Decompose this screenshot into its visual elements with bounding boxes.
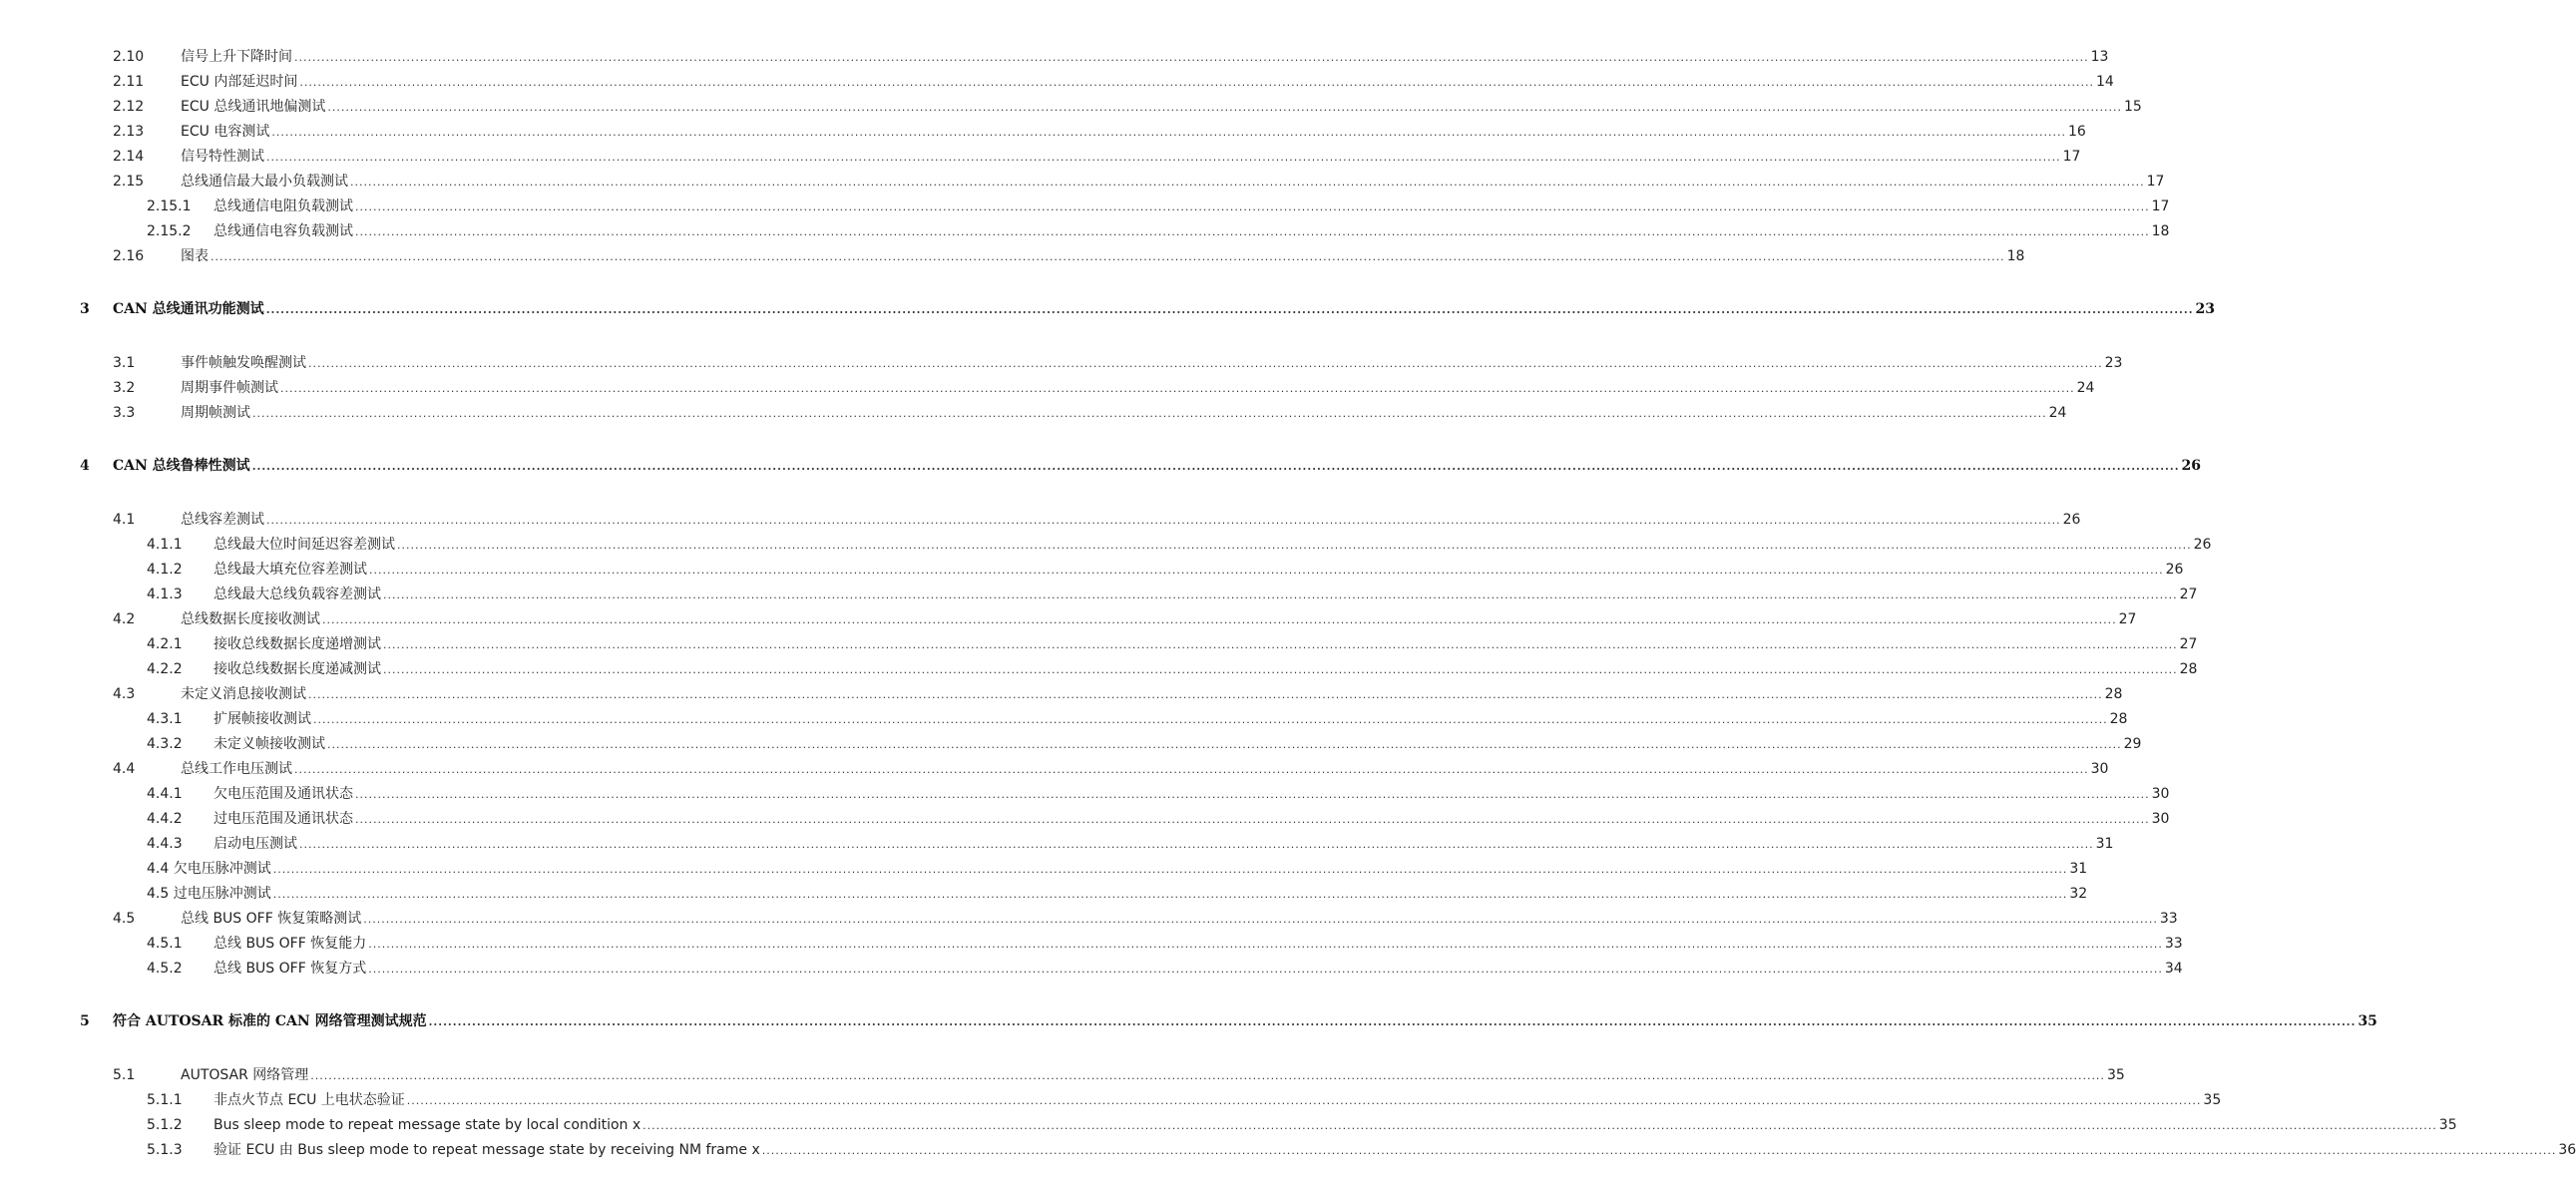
dot-leader: ................................................................................................................................................................................................................................................................................................................................................................................................................	[369, 564, 2164, 577]
toc-entry-page-number: 31	[2069, 861, 2088, 877]
dot-leader: ................................................................................................................................................................................................................................................................................................................................................................................................................	[266, 151, 2061, 164]
dot-leader: ................................................................................................................................................................................................................................................................................................................................................................................................................	[363, 913, 2158, 926]
toc-entry-number: 3.1	[113, 355, 136, 371]
toc-entry-line	[113, 1009, 2377, 1034]
toc-entry-line	[214, 1113, 2457, 1138]
toc-entry-title: 信号特性测试	[181, 149, 264, 165]
toc-entry-line	[214, 657, 2198, 682]
toc-entry-line	[214, 558, 2184, 583]
toc-entry-number: 3	[80, 301, 90, 317]
toc-entry-number: 3.3	[113, 405, 136, 421]
toc-entry-title: 总线最大总线负载容差测试	[214, 587, 381, 602]
dot-leader: ................................................................................................................................................................................................................................................................................................................................................................................................................	[383, 638, 2178, 651]
toc-entry-line	[214, 1088, 2222, 1113]
toc-entry[interactable]	[0, 857, 2088, 881]
toc-entry-page-number: 17	[2151, 198, 2170, 214]
toc-entry[interactable]	[0, 632, 2198, 656]
toc-entry-number: 4.3.2	[147, 736, 183, 752]
toc-entry-number: 2.16	[113, 248, 145, 264]
toc-entry-page-number: 28	[2179, 661, 2198, 677]
toc-entry-page-number: 32	[2069, 886, 2088, 902]
toc-entry[interactable]	[0, 95, 2142, 119]
toc-entry-page-number: 35	[2438, 1117, 2457, 1133]
toc-entry-page-number: 26	[2181, 458, 2202, 474]
dot-leader: ................................................................................................................................................................................................................................................................................................................................................................................................................	[428, 1015, 2357, 1028]
toc-entry-page-number: 18	[2151, 223, 2170, 239]
toc-entry-title: Bus sleep mode to repeat message state by local condition x	[214, 1117, 642, 1133]
toc-entry[interactable]	[0, 244, 2025, 268]
toc-entry-title: ECU 总线通讯地偏测试	[181, 99, 326, 115]
toc-entry-title: 信号上升下降时间	[181, 49, 292, 65]
toc-entry-number: 4.2.1	[147, 636, 183, 652]
toc-entry-line	[214, 583, 2198, 607]
toc-entry-page-number: 24	[2048, 405, 2067, 421]
dot-leader: ................................................................................................................................................................................................................................................................................................................................................................................................................	[308, 357, 2103, 370]
dot-leader: ................................................................................................................................................................................................................................................................................................................................................................................................................	[294, 51, 2089, 64]
toc-entry[interactable]	[0, 1009, 2377, 1033]
dot-leader: ................................................................................................................................................................................................................................................................................................................................................................................................................	[280, 382, 2075, 395]
toc-entry-page-number: 30	[2090, 761, 2109, 777]
toc-entry[interactable]	[0, 45, 2109, 69]
toc-entry-number: 2.13	[113, 124, 145, 140]
toc-entry-number: 2.15.2	[147, 223, 192, 239]
toc-entry-number: 3.2	[113, 380, 136, 396]
toc-entry-page-number: 16	[2067, 124, 2086, 140]
dot-leader: ................................................................................................................................................................................................................................................................................................................................................................................................................	[355, 813, 2150, 826]
toc-entry-page-number: 28	[2104, 686, 2123, 702]
toc-entry-number: 5.1.1	[147, 1092, 183, 1108]
toc-entry-page-number: 17	[2062, 149, 2081, 165]
toc-entry[interactable]	[0, 832, 2114, 856]
toc-entry-line	[214, 632, 2198, 657]
toc-entry-title: 接收总线数据长度递增测试	[214, 636, 381, 652]
toc-entry-title: 非点火节点 ECU 上电状态验证	[214, 1092, 405, 1108]
toc-entry-line	[214, 957, 2183, 982]
dot-leader: ................................................................................................................................................................................................................................................................................................................................................................................................................	[251, 460, 2180, 473]
toc-entry-title: 事件帧触发唤醒测试	[181, 355, 306, 371]
dot-leader: ................................................................................................................................................................................................................................................................................................................................................................................................................	[211, 250, 2005, 263]
toc-entry[interactable]	[0, 558, 2184, 582]
dot-leader: ................................................................................................................................................................................................................................................................................................................................................................................................................	[308, 688, 2103, 701]
toc-entry-number: 2.14	[113, 149, 145, 165]
toc-entry-number: 5.1	[113, 1067, 136, 1083]
toc-entry-title: 图表	[181, 248, 209, 264]
toc-entry-title: 扩展帧接收测试	[214, 711, 311, 727]
toc-entry[interactable]	[0, 145, 2081, 169]
dot-leader: ................................................................................................................................................................................................................................................................................................................................................................................................................	[355, 788, 2150, 801]
toc-entry-page-number: 26	[2193, 537, 2212, 553]
toc-entry-title: 周期事件帧测试	[181, 380, 278, 396]
toc-entry-title: 4.4 欠电压脉冲测试	[147, 861, 271, 877]
toc-entry[interactable]	[0, 351, 2123, 375]
toc-entry-line	[214, 219, 2170, 244]
toc-entry[interactable]	[0, 583, 2198, 606]
toc-entry-number: 4.5	[113, 911, 136, 927]
toc-entry-title: 总线数据长度接收测试	[181, 611, 320, 627]
toc-entry-number: 5.1.2	[147, 1117, 183, 1133]
toc-entry-title: 总线通信电阻负载测试	[214, 198, 353, 214]
dot-leader: ................................................................................................................................................................................................................................................................................................................................................................................................................	[643, 1119, 2437, 1132]
toc-entry-line	[214, 732, 2142, 757]
toc-entry[interactable]	[0, 932, 2183, 956]
toc-entry-title: 总线工作电压测试	[181, 761, 292, 777]
toc-entry-line	[181, 351, 2123, 376]
dot-leader: ................................................................................................................................................................................................................................................................................................................................................................................................................	[266, 514, 2061, 527]
toc-entry[interactable]	[0, 882, 2088, 906]
toc-entry[interactable]	[0, 732, 2142, 756]
toc-entry[interactable]	[0, 782, 2170, 806]
toc-entry-number: 5	[80, 1013, 90, 1029]
toc-entry[interactable]	[0, 376, 2095, 400]
toc-entry-title: AUTOSAR 网络管理	[181, 1067, 309, 1083]
toc-entry[interactable]	[0, 707, 2128, 731]
dot-leader: ................................................................................................................................................................................................................................................................................................................................................................................................................	[761, 1144, 2557, 1157]
toc-entry-line	[214, 533, 2212, 558]
dot-leader: ................................................................................................................................................................................................................................................................................................................................................................................................................	[368, 938, 2163, 951]
dot-leader: ................................................................................................................................................................................................................................................................................................................................................................................................................	[383, 663, 2178, 676]
toc-entry-title: 总线最大位时间延迟容差测试	[214, 537, 395, 553]
toc-entry-number: 2.15.1	[147, 198, 192, 214]
toc-entry-line	[181, 376, 2095, 401]
toc-entry-page-number: 30	[2151, 786, 2170, 802]
dot-leader: ................................................................................................................................................................................................................................................................................................................................................................................................................	[383, 589, 2178, 601]
toc-entry[interactable]	[0, 219, 2170, 243]
toc-entry-number: 4.3	[113, 686, 136, 702]
toc-entry-title: 未定义消息接收测试	[181, 686, 306, 702]
toc-entry-number: 5.1.3	[147, 1142, 183, 1158]
toc-entry-page-number: 23	[2195, 301, 2216, 317]
toc-entry-line	[181, 682, 2123, 707]
dot-leader: ................................................................................................................................................................................................................................................................................................................................................................................................................	[406, 1094, 2202, 1107]
toc-entry-number: 4.5.2	[147, 961, 183, 977]
toc-entry[interactable]	[0, 607, 2137, 631]
toc-entry-page-number: 31	[2095, 836, 2114, 852]
toc-entry-title: CAN 总线通讯功能测试	[113, 301, 264, 317]
toc-entry-title: ECU 电容测试	[181, 124, 270, 140]
toc-entry-title: 总线通信电容负载测试	[214, 223, 353, 239]
toc-entry-line	[214, 832, 2114, 857]
toc-entry-line	[181, 145, 2081, 170]
toc-entry-line	[214, 195, 2170, 219]
toc-entry-page-number: 33	[2164, 936, 2183, 952]
toc-entry[interactable]	[0, 508, 2081, 532]
toc-entry[interactable]	[0, 657, 2198, 681]
toc-entry[interactable]	[0, 1088, 2222, 1112]
dot-leader: ................................................................................................................................................................................................................................................................................................................................................................................................................	[294, 763, 2089, 776]
toc-entry-number: 4.2.2	[147, 661, 183, 677]
toc-entry-title: ECU 内部延迟时间	[181, 74, 298, 90]
toc-entry-page-number: 27	[2118, 611, 2137, 627]
toc-entry-page-number: 24	[2076, 380, 2095, 396]
toc-entry-page-number: 26	[2062, 512, 2081, 528]
toc-entry-number: 4.4.2	[147, 811, 183, 827]
dot-leader: ................................................................................................................................................................................................................................................................................................................................................................................................................	[397, 539, 2192, 552]
toc-entry-page-number: 13	[2090, 49, 2109, 65]
toc-entry-line	[181, 95, 2142, 120]
toc-entry-line	[181, 401, 2067, 426]
toc-entry-number: 4	[80, 458, 90, 474]
toc-entry-title: 符合 AUTOSAR 标准的 CAN 网络管理测试规范	[113, 1013, 427, 1029]
toc-entry-line	[181, 757, 2109, 782]
toc-entry-title: CAN 总线鲁棒性测试	[113, 458, 250, 474]
dot-leader: ................................................................................................................................................................................................................................................................................................................................................................................................................	[350, 176, 2145, 189]
dot-leader: ................................................................................................................................................................................................................................................................................................................................................................................................................	[322, 613, 2117, 626]
toc-entry[interactable]	[0, 454, 2202, 478]
toc-entry-page-number: 28	[2109, 711, 2128, 727]
toc-entry[interactable]	[0, 757, 2109, 781]
toc-entry[interactable]	[0, 682, 2123, 706]
toc-entry-number: 4.1.2	[147, 562, 183, 578]
toc-entry[interactable]	[0, 70, 2114, 94]
toc-entry-line	[181, 70, 2114, 95]
toc-entry-title: 总线通信最大最小负载测试	[181, 174, 348, 190]
toc-entry-number: 4.4.1	[147, 786, 183, 802]
toc-entry[interactable]	[0, 297, 2216, 321]
toc-entry-number: 4.4.3	[147, 836, 183, 852]
toc-entry-line	[181, 45, 2109, 70]
toc-entry-line	[214, 707, 2128, 732]
toc-entry-line	[214, 932, 2183, 957]
toc-entry-number: 2.10	[113, 49, 145, 65]
dot-leader: ................................................................................................................................................................................................................................................................................................................................................................................................................	[272, 888, 2068, 901]
dot-leader: ................................................................................................................................................................................................................................................................................................................................................................................................................	[313, 713, 2108, 726]
toc-entry-title: 周期帧测试	[181, 405, 250, 421]
toc-entry-page-number: 23	[2104, 355, 2123, 371]
toc-entry-title: 总线最大填充位容差测试	[214, 562, 367, 578]
toc-entry-page-number: 34	[2164, 961, 2183, 977]
toc-entry-number: 4.1.3	[147, 587, 183, 602]
toc-entry-title: 启动电压测试	[214, 836, 297, 852]
toc-entry-page-number: 29	[2123, 736, 2142, 752]
toc-entry-line	[181, 170, 2165, 195]
dot-leader: ................................................................................................................................................................................................................................................................................................................................................................................................................	[355, 200, 2150, 213]
toc-entry-page-number: 35	[2106, 1067, 2125, 1083]
toc-entry-number: 2.15	[113, 174, 145, 190]
toc-entry[interactable]	[0, 195, 2170, 218]
dot-leader: ................................................................................................................................................................................................................................................................................................................................................................................................................	[327, 101, 2122, 114]
toc-entry[interactable]	[0, 170, 2165, 194]
toc-entry-number: 4.1.1	[147, 537, 183, 553]
toc-entry-title: 总线 BUS OFF 恢复方式	[214, 961, 367, 977]
dot-leader: ................................................................................................................................................................................................................................................................................................................................................................................................................	[310, 1069, 2105, 1082]
dot-leader: ................................................................................................................................................................................................................................................................................................................................................................................................................	[252, 407, 2047, 420]
dot-leader: ................................................................................................................................................................................................................................................................................................................................................................................................................	[299, 76, 2094, 89]
toc-entry[interactable]	[0, 957, 2183, 981]
toc-entry-page-number: 30	[2151, 811, 2170, 827]
toc-entry-title: 验证 ECU 由 Bus sleep mode to repeat message state by receiving NM frame x	[214, 1142, 760, 1158]
toc-entry-line	[214, 1138, 2576, 1163]
dot-leader: ................................................................................................................................................................................................................................................................................................................................................................................................................	[299, 838, 2094, 851]
toc-entry-line	[113, 297, 2216, 322]
toc-entry[interactable]	[0, 907, 2178, 931]
dot-leader: ................................................................................................................................................................................................................................................................................................................................................................................................................	[327, 738, 2122, 751]
toc-entry-title: 4.5 过电压脉冲测试	[147, 886, 271, 902]
toc-entry-line	[181, 508, 2081, 533]
toc-entry-number: 2.11	[113, 74, 145, 90]
toc-entry-page-number: 26	[2165, 562, 2184, 578]
toc-entry[interactable]	[0, 533, 2212, 557]
dot-leader: ................................................................................................................................................................................................................................................................................................................................................................................................................	[272, 863, 2068, 876]
toc-entry[interactable]	[0, 401, 2067, 425]
toc-entry-page-number: 14	[2095, 74, 2114, 90]
toc-entry-title: 总线 BUS OFF 恢复能力	[214, 936, 367, 952]
toc-entry-title: 未定义帧接收测试	[214, 736, 325, 752]
toc-entry-page-number: 15	[2123, 99, 2142, 115]
toc-entry-line	[113, 454, 2202, 479]
toc-entry[interactable]	[0, 1138, 2576, 1162]
toc-entry-title: 总线容差测试	[181, 512, 264, 528]
toc-entry-number: 4.2	[113, 611, 136, 627]
toc-entry-number: 4.5.1	[147, 936, 183, 952]
toc-entry-line	[181, 120, 2086, 145]
toc-entry-page-number: 27	[2179, 636, 2198, 652]
toc-entry-page-number: 17	[2146, 174, 2165, 190]
toc-entry-number: 2.12	[113, 99, 145, 115]
toc-entry-line	[214, 782, 2170, 807]
toc-entry-page-number: 33	[2159, 911, 2178, 927]
toc-entry-number: 4.4	[113, 761, 136, 777]
toc-entry-line	[147, 882, 2088, 907]
toc-entry-title: 过电压范围及通讯状态	[214, 811, 353, 827]
toc-entry-title: 总线 BUS OFF 恢复策略测试	[181, 911, 362, 927]
dot-leader: ................................................................................................................................................................................................................................................................................................................................................................................................................	[265, 303, 2194, 316]
dot-leader: ................................................................................................................................................................................................................................................................................................................................................................................................................	[271, 126, 2066, 139]
toc-entry-line	[181, 1063, 2125, 1088]
toc-entry[interactable]	[0, 1063, 2125, 1087]
toc-entry-line	[147, 857, 2088, 882]
toc-entry-number: 4.3.1	[147, 711, 183, 727]
toc-entry-title: 接收总线数据长度递减测试	[214, 661, 381, 677]
toc-entry[interactable]	[0, 807, 2170, 831]
toc-entry-page-number: 27	[2179, 587, 2198, 602]
toc-entry-title: 欠电压范围及通讯状态	[214, 786, 353, 802]
toc-entry-line	[181, 907, 2178, 932]
dot-leader: ................................................................................................................................................................................................................................................................................................................................................................................................................	[368, 963, 2163, 976]
toc-entry-page-number: 36	[2558, 1142, 2576, 1158]
toc-entry-page-number: 35	[2358, 1013, 2377, 1029]
toc-entry[interactable]	[0, 1113, 2457, 1137]
toc-entry-line	[214, 807, 2170, 832]
toc-entry-number: 4.1	[113, 512, 136, 528]
dot-leader: ................................................................................................................................................................................................................................................................................................................................................................................................................	[355, 225, 2150, 238]
toc-entry[interactable]	[0, 120, 2086, 144]
toc-entry-line	[181, 607, 2137, 632]
toc-entry-page-number: 35	[2203, 1092, 2222, 1108]
toc-entry-line	[181, 244, 2025, 269]
toc-entry-page-number: 18	[2006, 248, 2025, 264]
